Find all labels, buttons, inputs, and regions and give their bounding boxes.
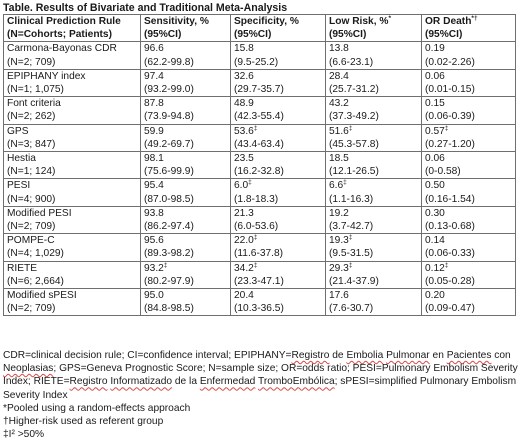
rule-cell: [4, 206, 141, 233]
value-cell: [326, 234, 422, 261]
table-body: [4, 42, 516, 316]
rule-cohorts: (N=1; 1,075): [7, 84, 64, 96]
point-estimate: 0.12: [425, 262, 445, 274]
table-row: [4, 97, 516, 124]
point-estimate: 17.6: [329, 290, 349, 302]
confidence-interval: (12.1-26.5): [329, 166, 379, 178]
confidence-interval: (0.01-0.15): [425, 84, 475, 96]
header-cell: [141, 15, 231, 42]
table-row: [4, 69, 516, 96]
value-cell: [141, 261, 231, 288]
confidence-interval: (75.6-99.9): [144, 166, 194, 178]
rule-cohorts: (N=1; 124): [7, 166, 56, 178]
value-cell: [326, 97, 422, 124]
confidence-interval: (9.5-25.2): [234, 56, 279, 68]
footnote-double-dagger: ‡I² >50%: [3, 429, 45, 441]
confidence-interval: (62.2-99.8): [144, 56, 194, 68]
heterogeneity-mark: ‡: [444, 261, 449, 269]
confidence-interval: (0.09-0.47): [425, 303, 475, 315]
point-estimate: 51.6: [329, 125, 349, 137]
rule-name: RIETE: [7, 262, 38, 274]
confidence-interval: (0.05-0.28): [425, 275, 475, 287]
footnote-abbreviations: Index; RIETE=Registro Informatizado de la Enfermedad TromboEmbólica; sPESI=simplified Pulmonary Embolism: [3, 376, 517, 388]
table-row: [4, 289, 516, 316]
point-estimate: 98.1: [144, 153, 164, 165]
point-estimate: 0.06: [425, 153, 445, 165]
confidence-interval: (3.7-42.7): [329, 221, 374, 233]
confidence-interval: (16.2-32.8): [234, 166, 284, 178]
rule-name: EPIPHANY index: [7, 70, 86, 82]
point-estimate: 43.2: [329, 98, 349, 110]
point-estimate: 95.0: [144, 290, 164, 302]
confidence-interval: (87.0-98.5): [144, 193, 194, 205]
value-cell: [141, 42, 231, 69]
point-estimate: 0.06: [425, 70, 445, 82]
confidence-interval: (6.6-23.1): [329, 56, 374, 68]
value-cell: [231, 234, 326, 261]
confidence-interval: (23.3-47.1): [234, 275, 284, 287]
point-estimate: 6.6: [329, 180, 344, 192]
value-cell: [422, 42, 516, 69]
value-cell: [422, 206, 516, 233]
value-cell: [422, 261, 516, 288]
point-estimate: 15.8: [234, 43, 254, 55]
value-cell: [422, 69, 516, 96]
value-cell: [326, 289, 422, 316]
rule-name: Font criteria: [7, 98, 61, 110]
confidence-interval: (49.2-69.7): [144, 138, 194, 150]
header-text: Clinical Prediction Rule: [7, 16, 121, 27]
point-estimate: 21.3: [234, 207, 254, 219]
confidence-interval: (10.3-36.5): [234, 303, 284, 315]
confidence-interval: (0.27-1.20): [425, 138, 475, 150]
rule-name: POMPE-C: [7, 235, 55, 247]
table-row: [4, 261, 516, 288]
header-row: [4, 15, 516, 42]
heterogeneity-mark: ‡: [253, 261, 258, 269]
confidence-interval: (37.3-49.2): [329, 111, 379, 123]
rule-name: Modified sPESI: [7, 290, 77, 302]
point-estimate: 97.4: [144, 70, 164, 82]
point-estimate: 95.6: [144, 235, 164, 247]
value-cell: [326, 152, 422, 179]
heterogeneity-mark: ‡: [253, 124, 258, 132]
rule-cohorts: (N=2; 709): [7, 221, 56, 233]
value-cell: [326, 42, 422, 69]
results-table: [3, 14, 516, 316]
rule-name: PESI: [7, 180, 31, 192]
point-estimate: 34.2: [234, 262, 254, 274]
point-estimate: 22.0: [234, 235, 254, 247]
confidence-interval: (89.3-98.2): [144, 248, 194, 260]
confidence-interval: (80.2-97.9): [144, 275, 194, 287]
heterogeneity-mark: ‡: [444, 124, 449, 132]
rule-cohorts: (N=4; 1,029): [7, 248, 64, 260]
confidence-interval: (21.4-37.9): [329, 275, 379, 287]
confidence-interval: (0.16-1.54): [425, 193, 475, 205]
confidence-interval: (0-0.58): [425, 166, 461, 178]
confidence-interval: (29.7-35.7): [234, 84, 284, 96]
value-cell: [231, 289, 326, 316]
value-cell: [231, 97, 326, 124]
value-cell: [141, 289, 231, 316]
value-cell: [231, 152, 326, 179]
confidence-interval: (0.13-0.68): [425, 221, 475, 233]
footnote-abbreviations: Neoplasias; GPS=Geneva Prognostic Score; N=sample size; OR=odds ratio; PESI=Pulmonary Embolism Severity: [3, 363, 518, 375]
rule-cell: [4, 152, 141, 179]
header-mark: *: [388, 15, 391, 22]
table-row: [4, 42, 516, 69]
value-cell: [422, 97, 516, 124]
footnote-abbreviations: Severity Index: [3, 389, 68, 401]
rule-cohorts: (N=2; 709): [7, 56, 56, 68]
point-estimate: 20.4: [234, 290, 254, 302]
header-subtext: (N=Cohorts; Patients): [7, 29, 112, 41]
point-estimate: 29.3: [329, 262, 349, 274]
confidence-interval: (7.6-30.7): [329, 303, 374, 315]
header-subtext: (95%CI): [425, 29, 463, 41]
point-estimate: 6.0: [234, 180, 249, 192]
point-estimate: 59.9: [144, 125, 164, 137]
point-estimate: 48.9: [234, 98, 254, 110]
footnote-dagger: †Higher-risk used as referent group: [3, 416, 164, 428]
value-cell: [231, 124, 326, 151]
rule-cell: [4, 69, 141, 96]
rule-cell: [4, 179, 141, 206]
point-estimate: 0.19: [425, 43, 445, 55]
value-cell: [326, 124, 422, 151]
confidence-interval: (86.2-97.4): [144, 221, 194, 233]
point-estimate: 0.57: [425, 125, 445, 137]
value-cell: [141, 234, 231, 261]
point-estimate: 0.14: [425, 235, 445, 247]
header-cell: [4, 15, 141, 42]
value-cell: [326, 261, 422, 288]
footnote-abbreviations: CDR=clinical decision rule; CI=confidence interval; EPIPHANY=Registro de Embolia Pulmonar en Pacientes con: [3, 350, 511, 361]
point-estimate: 53.6: [234, 125, 254, 137]
confidence-interval: (11.6-37.8): [234, 248, 284, 260]
value-cell: [422, 152, 516, 179]
confidence-interval: (0.06-0.39): [425, 111, 475, 123]
footnotes: [3, 349, 517, 441]
value-cell: [141, 152, 231, 179]
heterogeneity-mark: ‡: [348, 234, 353, 242]
rule-cell: [4, 124, 141, 151]
value-cell: [326, 179, 422, 206]
header-subtext: (95%CI): [144, 29, 182, 41]
point-estimate: 19.3: [329, 235, 349, 247]
table-row: [4, 179, 516, 206]
point-estimate: 95.4: [144, 180, 164, 192]
point-estimate: 0.15: [425, 98, 445, 110]
value-cell: [326, 206, 422, 233]
value-cell: [231, 69, 326, 96]
rule-cell: [4, 261, 141, 288]
confidence-interval: (25.7-31.2): [329, 84, 379, 96]
confidence-interval: (73.9-94.8): [144, 111, 194, 123]
header-text: Sensitivity, %: [144, 16, 209, 27]
header-cell: [422, 15, 516, 42]
header-cell: [231, 15, 326, 42]
value-cell: [231, 42, 326, 69]
value-cell: [231, 206, 326, 233]
heterogeneity-mark: ‡: [343, 179, 347, 187]
value-cell: [141, 179, 231, 206]
point-estimate: 87.8: [144, 98, 164, 110]
rule-cell: [4, 42, 141, 69]
value-cell: [422, 124, 516, 151]
point-estimate: 18.5: [329, 153, 349, 165]
value-cell: [326, 69, 422, 96]
point-estimate: 0.20: [425, 290, 445, 302]
point-estimate: 32.6: [234, 70, 254, 82]
header-text: Low Risk, %: [329, 16, 389, 27]
header-text: Specificity, %: [234, 16, 299, 27]
rule-cell: [4, 97, 141, 124]
point-estimate: 19.2: [329, 207, 349, 219]
value-cell: [231, 179, 326, 206]
confidence-interval: (1.8-18.3): [234, 193, 279, 205]
table-row: [4, 152, 516, 179]
rule-cohorts: (N=6; 2,664): [7, 275, 64, 287]
point-estimate: 93.8: [144, 207, 164, 219]
confidence-interval: (43.4-63.4): [234, 138, 284, 150]
table-row: [4, 206, 516, 233]
header-mark: *†: [471, 15, 478, 22]
value-cell: [422, 234, 516, 261]
header-subtext: (95%CI): [329, 29, 367, 41]
point-estimate: 28.4: [329, 70, 349, 82]
value-cell: [141, 206, 231, 233]
confidence-interval: (45.3-57.8): [329, 138, 379, 150]
rule-cohorts: (N=3; 847): [7, 138, 56, 150]
value-cell: [422, 289, 516, 316]
heterogeneity-mark: ‡: [253, 234, 258, 242]
confidence-interval: (1.1-16.3): [329, 193, 374, 205]
table-row: [4, 124, 516, 151]
point-estimate: 93.2: [144, 262, 164, 274]
point-estimate: 96.6: [144, 43, 164, 55]
rule-name: Modified PESI: [7, 207, 72, 219]
rule-name: Hestia: [7, 153, 36, 165]
point-estimate: 0.50: [425, 180, 445, 192]
header-text: OR Death: [425, 16, 472, 27]
heterogeneity-mark: ‡: [348, 261, 353, 269]
rule-cohorts: (N=2; 262): [7, 111, 56, 123]
table-title: Table. Results of Bivariate and Traditional Meta-Analysis: [3, 2, 288, 14]
confidence-interval: (0.02-2.26): [425, 56, 475, 68]
rule-cell: [4, 289, 141, 316]
rule-name: Carmona-Bayonas CDR: [7, 43, 117, 55]
value-cell: [141, 124, 231, 151]
rule-cohorts: (N=2; 709): [7, 303, 56, 315]
header-subtext: (95%CI): [234, 29, 272, 41]
value-cell: [141, 69, 231, 96]
confidence-interval: (42.3-55.4): [234, 111, 284, 123]
confidence-interval: (6.0-53.6): [234, 221, 279, 233]
value-cell: [141, 97, 231, 124]
confidence-interval: (93.2-99.0): [144, 84, 194, 96]
confidence-interval: (84.8-98.5): [144, 303, 194, 315]
footnote-star: *Pooled using a random-effects approach: [3, 402, 191, 414]
heterogeneity-mark: ‡: [163, 261, 168, 269]
point-estimate: 23.5: [234, 153, 254, 165]
value-cell: [231, 261, 326, 288]
table-row: [4, 234, 516, 261]
confidence-interval: (9.5-31.5): [329, 248, 374, 260]
point-estimate: 13.8: [329, 43, 349, 55]
rule-cell: [4, 234, 141, 261]
value-cell: [422, 179, 516, 206]
heterogeneity-mark: ‡: [348, 124, 353, 132]
confidence-interval: (0.06-0.33): [425, 248, 475, 260]
point-estimate: 0.30: [425, 207, 445, 219]
header-cell: [326, 15, 422, 42]
heterogeneity-mark: ‡: [248, 179, 252, 187]
rule-cohorts: (N=4; 900): [7, 193, 56, 205]
rule-name: GPS: [7, 125, 29, 137]
